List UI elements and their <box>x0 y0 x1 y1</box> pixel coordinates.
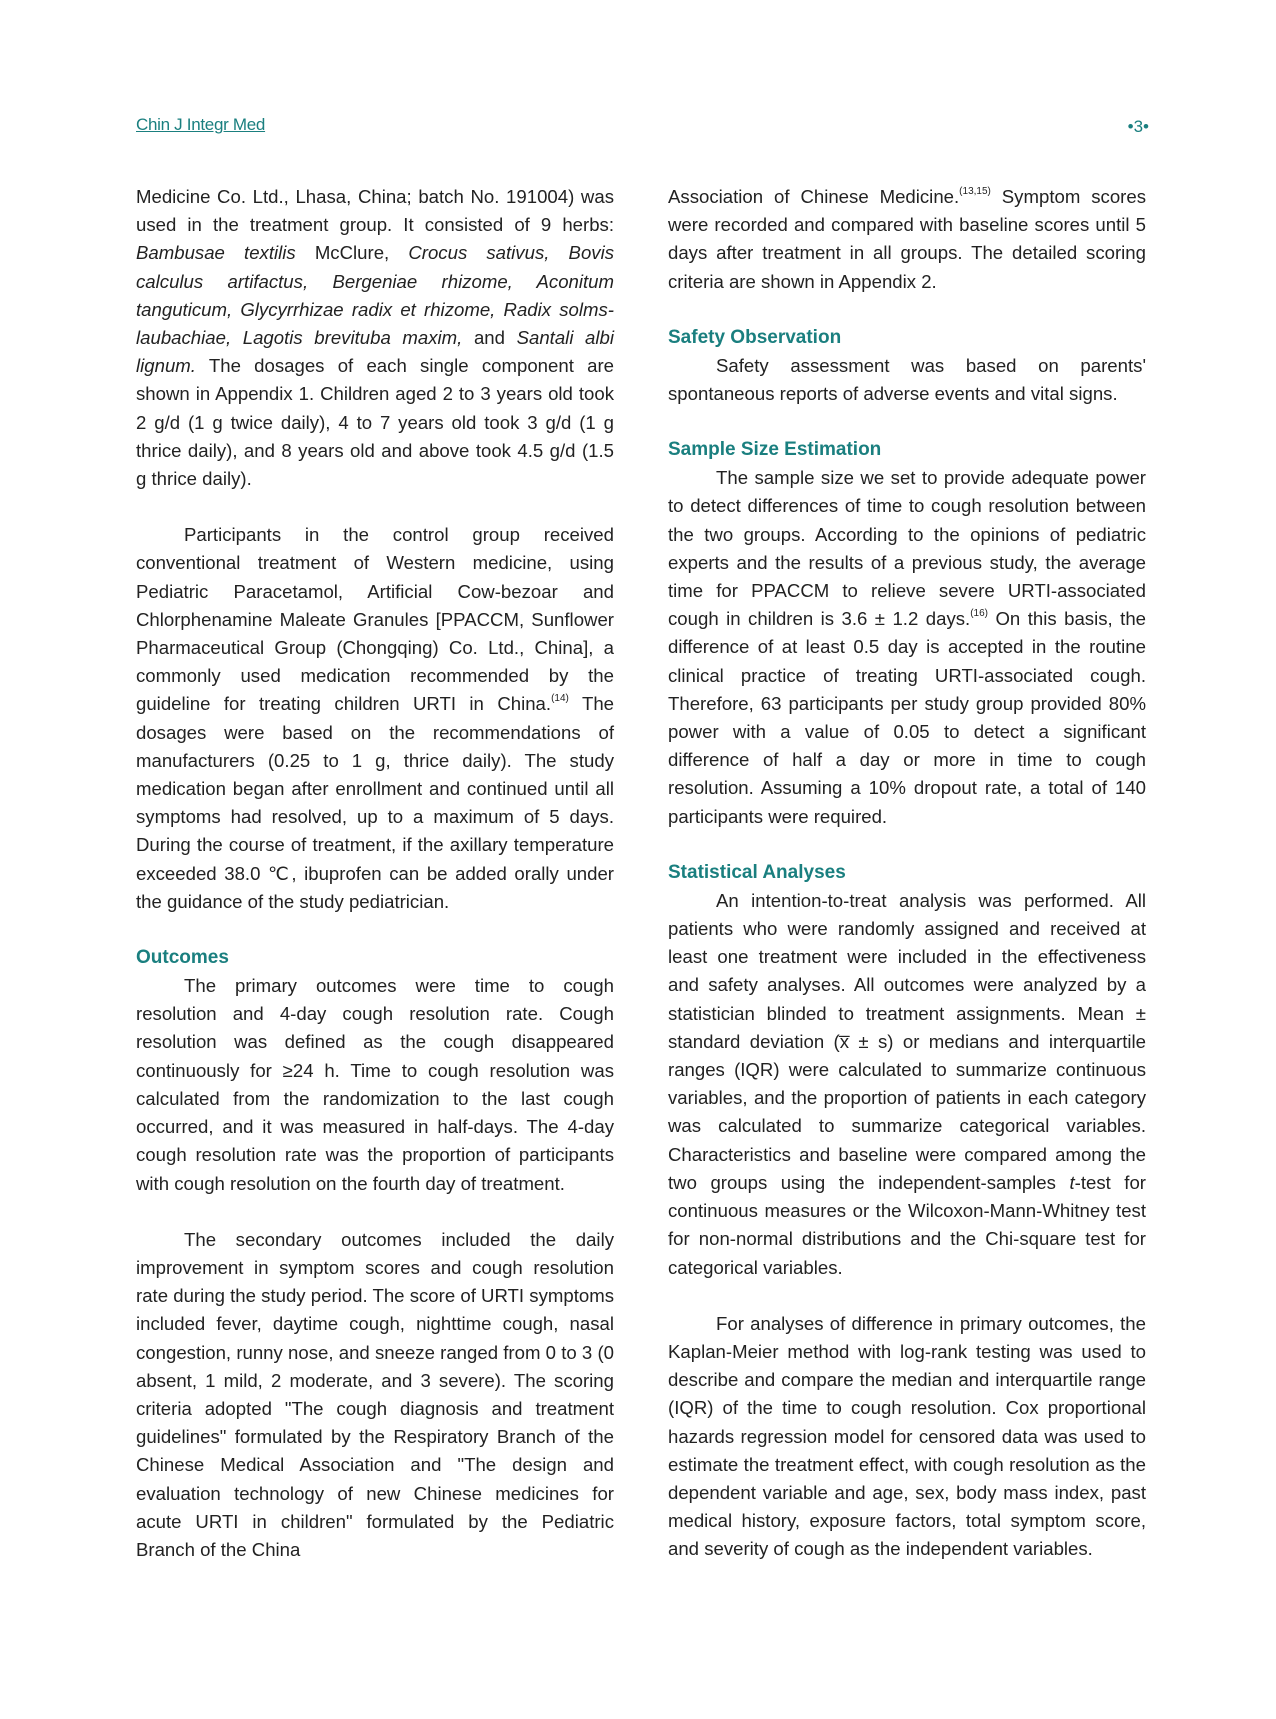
left-column <box>136 183 614 1564</box>
paragraph-secondary-outcomes: The secondary outcomes included the daily improvement in symptom scores and cough resolution rate during the study period. The score of URTI symptoms included fever, daytime cough, nighttime cough, nasal congestion, runny nose, and sneeze ranged from 0 to 3 (0 absent, 1 mild, 2 moderate, and 3 severe). The scoring criteria adopted "The cough diagnosis and treatment guidelines" formulated by the Respiratory Branch of the Chinese Medical Association and "The design and evaluation technology of new Chinese medicines for acute URTI in children" formulated by the Pediatric Branch of the China <box>136 1228 614 1560</box>
section-heading-statistics: Statistical Analyses <box>668 861 846 883</box>
paragraph-safety: Safety assessment was based on parents' spontaneous reports of adverse events and vital signs. <box>668 354 1146 405</box>
section-heading-safety: Safety Observation <box>668 326 842 348</box>
citation-ref[interactable]: (13,15) <box>959 186 991 197</box>
paragraph-statistics: An intention-to-treat analysis was performed. All patients who were randomly assigned and received at least one treatment were included in the effectiveness and safety analyses. All outcomes were analyzed by a statistician blinded to treatment assignments. Mean ± standard deviation (x̅ ± s) or medians and interquartile ranges (IQR) were calculated to summarize continuous variables, and the proportion of patients in each category was calculated to summarize categorical variables. Characteristics and baseline were compared among the two groups using the independent-samples t-test for continuous measures or the Wilcoxon-Mann-Whitney test for non-normal distributions and the Chi-square test for categorical variables. <box>668 889 1146 1278</box>
paragraph-symptom-scores: Association of Chinese Medicine.$^{(13,15)}$ Symptom scores were recorded and compared with baseline scores until 5 days after treatment in all groups. The detailed scoring criteria are shown in Appendix 2. <box>668 186 1146 292</box>
paragraph-control-group: Participants in the control group received conventional treatment of Western medicine, using Pediatric Paracetamol, Artificial Cow-bezoar and Chlorphenamine Maleate Granules [PPACCM, Sunflower Pharmaceutical Group (Chongqing) Co. Ltd., China], a commonly used medication recommended by the guideline for treating children URTI in China.$^{(14)}$ The dosages were based on the recommendations of manufacturers (0.25 to 1 g, thrice daily). The study medication began after enrollment and continued until all symptoms had resolved, up to a maximum of 5 days. During the course of treatment, if the axillary temperature exceeded 38.0 ℃, ibuprofen can be added orally under the guidance of the study pediatrician. <box>136 524 615 912</box>
paragraph-sample-size: The sample size we set to provide adequate power to detect differences of time to cough resolution between the two groups. According to the opinions of pediatric experts and the results of a previous study, the average time for PPACCM to relieve severe URTI-associated cough in children is 3.6 ± 1.2 days.$^{(16)}$ On this basis, the difference of at least 0.5 day is accepted in the routine clinical practice of treating URTI-associated cough. Therefore, 63 participants per study group provided 80% power with a value of 0.05 to detect a significant difference of half a day or more in time to cough resolution. Assuming a 10% dropout rate, a total of 140 participants were required. <box>668 467 1146 827</box>
page-number: •3• <box>1127 117 1149 136</box>
paragraph-treatment-group: Medicine Co. Ltd., Lhasa, China; batch No. 191004) was used in the treatment group. It consisted of 9 herbs: Bambusae textilis McClure, Crocus sativus, Bovis calculus artifactus, Bergeniae rhizome, Aconitum tanguticum, Glycyrrhizae radix et rhizome, Radix solms-laubachiae, Lagotis brevituba maxim, and Santali albi lignum. The dosages of each single component are shown in Appendix 1. Children aged 2 to 3 years old took 2 g/d (1 g twice daily), 4 to 7 years old took 3 g/d (1 g thrice daily), and 8 years old and above took 4.5 g/d (1.5 g thrice daily). <box>136 186 615 490</box>
right-column <box>668 183 1146 1564</box>
citation-ref[interactable]: (16) <box>970 608 989 620</box>
journal-header[interactable]: Chin J Integr Med <box>136 115 266 134</box>
paragraph-primary-analyses: For analyses of difference in primary outcomes, the Kaplan-Meier method with log-rank testing was used to describe and compare the median and interquartile range (IQR) of the time to cough resolution. Cox proportional hazards regression model for censored data was used to estimate the treatment effect, with cough resolution as the dependent variable and age, sex, body mass index, past medical history, exposure factors, total symptom score, and severity of cough as the independent variables. <box>668 1312 1146 1560</box>
citation-ref[interactable]: (14) <box>551 693 569 705</box>
section-heading-outcomes: Outcomes <box>136 947 229 969</box>
section-heading-sample-size: Sample Size Estimation <box>668 439 882 461</box>
paragraph-primary-outcomes: The primary outcomes were time to cough resolution and 4-day cough resolution rate. Cough resolution was defined as the cough disappeared continuously for ≥24 h. Time to cough resolution was calculated from the randomization to the last cough occurred, and it was measured in half-days. The 4-day cough resolution rate was the proportion of participants with cough resolution on the fourth day of treatment. <box>136 975 614 1194</box>
